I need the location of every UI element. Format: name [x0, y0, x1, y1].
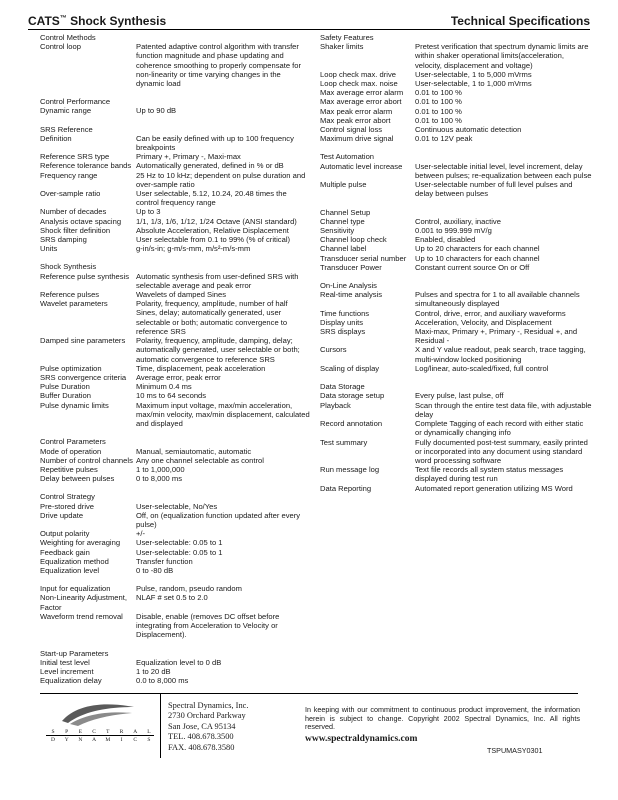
spec-row: [40, 42, 310, 88]
spec-label: Scaling of display: [320, 363, 380, 373]
spec-label: Loop check max. noise: [320, 79, 398, 89]
spec-row: [320, 134, 592, 143]
spec-section: [320, 152, 592, 198]
spec-label: Equalization level: [40, 565, 100, 575]
spec-label: Feedback gain: [40, 547, 90, 557]
spec-label: Record annotation: [320, 419, 383, 429]
address-line: San Jose, CA 95134: [168, 721, 236, 731]
spec-value: Pulse, random, pseudo random: [136, 584, 242, 594]
spec-row: [40, 593, 310, 611]
spec-row: [40, 511, 310, 529]
logo-letter: A: [133, 729, 138, 735]
spec-section: [320, 281, 592, 373]
spec-value: Minimum 0.4 ms: [136, 382, 192, 392]
spec-label: Delay between pulses: [40, 474, 115, 484]
section-heading: Control Methods: [40, 33, 96, 42]
spec-value: Primary +, Primary -, Maxi-max: [136, 152, 241, 162]
spec-row: [320, 42, 592, 70]
spec-value: User-selectable initial level, level increment, delay between pulses; re-equalization between each pulse: [415, 161, 592, 180]
spec-row: [40, 152, 310, 161]
spec-row: [40, 217, 310, 226]
spec-row: [40, 584, 310, 593]
right-spec-column: [320, 33, 592, 493]
document-title: CATS™ Shock Synthesis: [28, 14, 167, 28]
spec-row: [40, 676, 310, 685]
spec-label: Pulse optimization: [40, 363, 102, 373]
spec-row: [40, 658, 310, 667]
spec-row: [40, 189, 310, 207]
part-number: TSPUMASY0301: [487, 746, 543, 755]
spec-value: 0.001 to 999.999 mV/g: [415, 226, 492, 236]
spec-row: [40, 364, 310, 373]
spec-label: Drive update: [40, 510, 84, 520]
spec-section: [40, 97, 310, 115]
spec-label: Data Reporting: [320, 483, 372, 493]
spec-label: Playback: [320, 400, 351, 410]
spec-section: [320, 382, 592, 492]
section-heading: Control Performance: [40, 97, 111, 107]
spec-row: [40, 106, 310, 115]
spec-row: [40, 447, 310, 456]
spec-value: Maxi-max, Primary +, Primary -, Residual +, and Residual -: [415, 327, 578, 346]
spec-label: Over-sample ratio: [40, 189, 101, 199]
spec-section: [40, 649, 310, 686]
spec-value: User-selectable, No/Yes: [136, 501, 218, 511]
spec-value: Equalization level to 0 dB: [136, 657, 222, 667]
spec-label: Repetitive pulses: [40, 464, 98, 474]
spec-value: 0.01 to 12V peak: [415, 134, 473, 144]
spec-value: +/-: [136, 529, 146, 539]
spec-row: [320, 125, 592, 134]
spec-label: Level increment: [40, 666, 94, 676]
spec-value: 0.01 to 100 %: [415, 115, 462, 125]
spec-row: [320, 327, 592, 345]
spec-value: Acceleration, Velocity, and Displacement: [415, 317, 552, 327]
logo-letter: C: [92, 729, 96, 735]
spec-label: [40, 575, 136, 584]
spec-row: [40, 502, 310, 511]
spec-row: [40, 244, 310, 253]
spec-value: Patented adaptive control algorithm with transfer function magnitude and phase updating and coherence smoothing to properly compensate for non-linearity or time varying changes in the dynamic load: [136, 42, 302, 89]
spec-value: NLAF # set 0.5 to 2.0: [136, 593, 208, 603]
address-line: FAX. 408.678.3580: [168, 742, 235, 752]
spec-row: [40, 161, 310, 170]
company-logo: [40, 693, 161, 758]
logo-letter: R: [119, 729, 124, 735]
logo-letter: S: [147, 737, 151, 743]
spec-label: Time functions: [320, 308, 370, 318]
spec-value: 0.01 to 100 %: [415, 88, 462, 98]
spec-row: [320, 244, 592, 253]
spec-row: [320, 97, 592, 106]
spec-section: [40, 437, 310, 483]
spec-value: Control, auxiliary, inactive: [415, 216, 501, 226]
spec-value: Up to 20 characters for each channel: [415, 244, 540, 254]
spec-value: 25 Hz to 10 kHz; dependent on pulse duration and over-sample ratio: [136, 170, 306, 189]
page-header: [28, 14, 590, 30]
spec-label: Control signal loss: [320, 125, 383, 135]
section-heading: SRS Reference: [40, 124, 93, 134]
spec-label: Number of decades: [40, 207, 107, 217]
spec-value: User-selectable: 0.05 to 1: [136, 538, 223, 548]
logo-swoosh-icon: [58, 701, 138, 727]
spec-value: Constant current source On or Off: [415, 262, 530, 272]
spec-label: Non-Linearity Adjustment, Factor: [40, 593, 127, 612]
logo-letter: N: [78, 737, 83, 743]
spec-value: Disable, enable (removes DC offset before integrating from Acceleration to Velocity or Displacement).: [136, 611, 280, 640]
spec-label: Pulse Duration: [40, 382, 90, 392]
logo-letter: M: [105, 737, 111, 743]
spec-row: [320, 235, 592, 244]
spec-value: Every pulse, last pulse, off: [415, 391, 504, 401]
spec-label: Damped sine parameters: [40, 336, 126, 346]
spec-row: [40, 272, 310, 290]
spec-row: [40, 382, 310, 391]
spec-section: [40, 262, 310, 428]
spec-label: Reference tolerance bands: [40, 161, 132, 171]
spec-row: [320, 107, 592, 116]
spec-value: Enabled, disabled: [415, 235, 476, 245]
spec-row: [320, 226, 592, 235]
spec-row: [40, 529, 310, 538]
document-subtitle: Technical Specifications: [450, 14, 590, 28]
spec-row: [40, 474, 310, 483]
spec-label: Number of control channels: [40, 455, 133, 465]
spec-label: Data storage setup: [320, 391, 385, 401]
logo-wordmark-bottom: [48, 737, 154, 743]
spec-value: User selectable, 5.12, 10.24, 20.48 times the control frequency range: [136, 189, 287, 208]
section-heading: Test Automation: [320, 152, 375, 162]
spec-row: [320, 70, 592, 79]
spec-value: Wavelets of damped Sines: [136, 290, 227, 300]
spec-value: 0.01 to 100 %: [415, 97, 462, 107]
spec-row: [320, 465, 592, 483]
spec-value: User-selectable, 1 to 1,000 mVrms: [415, 79, 532, 89]
address-line: 2730 Orchard Parkway: [168, 711, 246, 721]
section-heading: Channel Setup: [320, 207, 371, 217]
spec-label: Analysis octave spacing: [40, 216, 122, 226]
website-link[interactable]: www.spectraldynamics.com: [305, 734, 418, 744]
spec-label: Display units: [320, 317, 364, 327]
spec-row: [320, 345, 592, 363]
spec-row: [320, 318, 592, 327]
spec-row: [40, 465, 310, 474]
spec-row: [40, 226, 310, 235]
spec-row: [40, 235, 310, 244]
spec-label: Automatic level increase: [320, 161, 403, 171]
spec-label: Transducer Power: [320, 262, 382, 272]
spec-row: [40, 373, 310, 382]
spec-label: Shock filter definition: [40, 225, 111, 235]
spec-label: Definition: [40, 133, 72, 143]
spec-label: Maximum drive signal: [320, 134, 394, 144]
spec-value: Any one channel selectable as control: [136, 455, 264, 465]
spec-label: Run message log: [320, 465, 380, 475]
spec-value: 0.01 to 100 %: [415, 106, 462, 116]
spec-value: 1 to 1,000,000: [136, 464, 185, 474]
spec-label: Weighting for averaging: [40, 538, 121, 548]
spec-value: Absolute Acceleration, Relative Displacement: [136, 225, 289, 235]
section-heading: Safety Features: [320, 33, 374, 42]
spec-row: [40, 538, 310, 547]
spec-row: [40, 667, 310, 676]
logo-divider: [46, 735, 154, 736]
spec-value: Complete Tagging of each record with either static or dynamically changing info: [415, 419, 584, 438]
spec-row: [320, 88, 592, 97]
spec-value: 10 ms to 64 seconds: [136, 391, 207, 401]
spec-row: [40, 548, 310, 557]
spec-value: Up to 10 characters for each channel: [415, 253, 540, 263]
spec-value: Log/linear, auto-scaled/fixed, full control: [415, 363, 549, 373]
spec-label: Output polarity: [40, 529, 90, 539]
spec-value: Time, displacement, peak acceleration: [136, 363, 266, 373]
spec-value: g-in/s-in; g-m/s-mm, m/s²-m/s-mm: [136, 244, 251, 254]
section-heading: On-Line Analysis: [320, 281, 377, 291]
spec-label: Mode of operation: [40, 446, 102, 456]
logo-letter: L: [147, 729, 151, 735]
spec-row: [320, 391, 592, 400]
spec-row: [40, 299, 310, 336]
section-heading: Data Storage: [320, 382, 365, 392]
spec-label: Reference pulses: [40, 290, 100, 300]
spec-label: Frequency range: [40, 170, 98, 180]
spec-row: [40, 171, 310, 189]
spec-value: Manual, semiautomatic, automatic: [136, 446, 252, 456]
spec-label: Max average error abort: [320, 97, 402, 107]
spec-row: [320, 116, 592, 125]
logo-letter: P: [65, 729, 69, 735]
spec-row: [40, 401, 310, 429]
spec-row: [40, 134, 310, 152]
spec-section: [40, 33, 310, 88]
spec-label: Real-time analysis: [320, 290, 383, 300]
spec-value: Control, drive, error, and auxiliary waveforms: [415, 308, 566, 318]
spec-row: [320, 180, 592, 198]
spec-value: 0.0 to 8,000 ms: [136, 676, 189, 686]
spec-label: SRS convergence criteria: [40, 372, 127, 382]
logo-letter: D: [51, 737, 55, 743]
spec-row: [320, 309, 592, 318]
spec-row: [320, 290, 592, 308]
spec-value: 0 to 8,000 ms: [136, 474, 183, 484]
spec-label: Loop check max. drive: [320, 69, 396, 79]
logo-letter: E: [78, 729, 83, 735]
spec-label: Shaker limits: [320, 42, 364, 52]
spec-row: [320, 401, 592, 419]
spec-value: Automatic synthesis from user-defined SRS with selectable average and peak error: [136, 271, 299, 290]
spec-section: [40, 492, 310, 639]
spec-label: Cursors: [320, 345, 347, 355]
spec-label: Channel type: [320, 216, 365, 226]
spec-value: 1 to 20 dB: [136, 666, 171, 676]
spec-label: Input for equalization: [40, 584, 111, 594]
spec-row: [40, 557, 310, 566]
logo-letter: C: [133, 737, 138, 743]
spec-value: Polarity, frequency, amplitude, damping, delay; automatically generated, user selectable or both; automatic convergence to reference SRS: [136, 336, 300, 364]
spec-label: Multiple pulse: [320, 180, 367, 190]
spec-value: Up to 3: [136, 207, 161, 217]
spec-row: [40, 612, 310, 640]
spec-row: [320, 438, 592, 466]
spec-label: Reference pulse synthesis: [40, 271, 130, 281]
spec-row: [40, 336, 310, 364]
spec-value: Pulses and spectra for 1 to all available channels simultaneously displayed: [415, 290, 580, 309]
spec-label: Units: [40, 244, 58, 254]
spec-section: [320, 33, 592, 143]
company-address: [168, 701, 298, 753]
spec-row: [40, 456, 310, 465]
spec-value: Continuous automatic detection: [415, 125, 522, 135]
spec-value: User selectable from 0.1 to 99% (% of critical): [136, 235, 291, 245]
logo-letter: I: [120, 737, 123, 743]
spec-value: Pretest verification that spectrum dynamic limits are within shaker operational limits(acceleration, velocity, displacement and voltage): [415, 42, 589, 70]
spec-value: Automated report generation utilizing MS Word: [415, 483, 573, 493]
spec-label: Initial test level: [40, 657, 90, 667]
spec-label: Max average error alarm: [320, 88, 404, 98]
spec-label: Reference SRS type: [40, 152, 110, 162]
spec-value: 0 to -80 dB: [136, 565, 174, 575]
spec-row: [40, 566, 310, 575]
spec-row: [320, 162, 592, 180]
logo-letter: S: [51, 729, 55, 735]
spec-label: Equalization delay: [40, 676, 102, 686]
spec-row: [320, 217, 592, 226]
copyright-notice: In keeping with our commitment to continuous product improvement, the information herein is subject to change. Copyright 2002 Spectral Dynamics, Inc. All rights reserved.: [305, 705, 580, 732]
spec-label: SRS displays: [320, 327, 366, 337]
spec-row: [40, 207, 310, 216]
spec-value: Scan through the entire test data file, with adjustable delay: [415, 400, 592, 419]
spec-row: [320, 364, 592, 373]
spec-value: Can be easily defined with up to 100 frequency breakpoints: [136, 133, 294, 153]
spec-section: [320, 208, 592, 272]
logo-letter: Y: [64, 737, 69, 743]
spec-label: Transducer serial number: [320, 253, 407, 263]
spec-label: Pulse dynamic limits: [40, 400, 109, 410]
spec-label: Waveform trend removal: [40, 611, 123, 621]
spec-row: [320, 79, 592, 88]
spec-label: Channel label: [320, 244, 367, 254]
spec-label: SRS damping: [40, 235, 87, 245]
spec-value: Maximum input voltage, max/min acceleration, max/min velocity, max/min displacement, calculated and displayed: [136, 400, 310, 428]
spec-value: 1/1, 1/3, 1/6, 1/12, 1/24 Octave (ANSI standard): [136, 216, 297, 226]
spec-value: Text file records all system status messages displayed during test run: [415, 465, 564, 484]
spec-row: [40, 575, 310, 584]
spec-value: Transfer function: [136, 556, 193, 566]
spec-value: User-selectable: 0.05 to 1: [136, 547, 223, 557]
section-heading: Control Parameters: [40, 437, 106, 447]
spec-row: [320, 254, 592, 263]
logo-letter: T: [106, 729, 110, 735]
spec-value: Polarity, frequency, amplitude, number of half Sines, delay; automatically generated, user selectable or both; automatic convergence to reference SRS: [136, 299, 288, 336]
spec-value: X and Y value readout, peak search, trace tagging, multi-window locked positioning: [415, 345, 586, 364]
spec-value: Average error, peak error: [136, 372, 221, 382]
section-heading: Control Strategy: [40, 492, 95, 502]
spec-label: Wavelet parameters: [40, 299, 108, 309]
spec-label: Control loop: [40, 42, 81, 52]
spec-label: Equalization method: [40, 556, 109, 566]
spec-label: Buffer Duration: [40, 391, 91, 401]
spec-row: [320, 263, 592, 272]
spec-label: Dynamic range: [40, 106, 92, 116]
spec-row: [40, 391, 310, 400]
spec-value: [136, 575, 310, 584]
spec-section: [40, 125, 310, 254]
spec-row: [320, 419, 592, 437]
spec-value: Off, on (equalization function updated after every pulse): [136, 510, 301, 529]
header-rule: [28, 29, 590, 30]
spec-label: Pre-stored drive: [40, 501, 95, 511]
spec-value: User-selectable number of full level pulses and delay between pulses: [415, 180, 573, 199]
section-heading: Start-up Parameters: [40, 648, 109, 658]
spec-label: Channel loop check: [320, 235, 387, 245]
spec-value: Up to 90 dB: [136, 106, 177, 116]
spec-label: Max peak error abort: [320, 115, 391, 125]
spec-value: Automatically generated, defined in % or dB: [136, 161, 284, 171]
spec-row: [320, 484, 592, 493]
address-line: TEL. 408.678.3500: [168, 732, 234, 742]
spec-label: Test summary: [320, 437, 368, 447]
spec-row: [40, 290, 310, 299]
spec-label: Max peak error alarm: [320, 106, 393, 116]
spec-value: Fully documented post-test summary, easily printed or incorporated into any document using standard word processing software: [415, 437, 588, 465]
left-spec-column: [40, 33, 310, 685]
logo-letter: A: [92, 737, 97, 743]
section-heading: Shock Synthesis: [40, 262, 97, 272]
spec-value: User-selectable, 1 to 5,000 mVrms: [415, 69, 532, 79]
address-line: Spectral Dynamics, Inc.: [168, 701, 249, 710]
spec-label: Sensitivity: [320, 226, 355, 236]
